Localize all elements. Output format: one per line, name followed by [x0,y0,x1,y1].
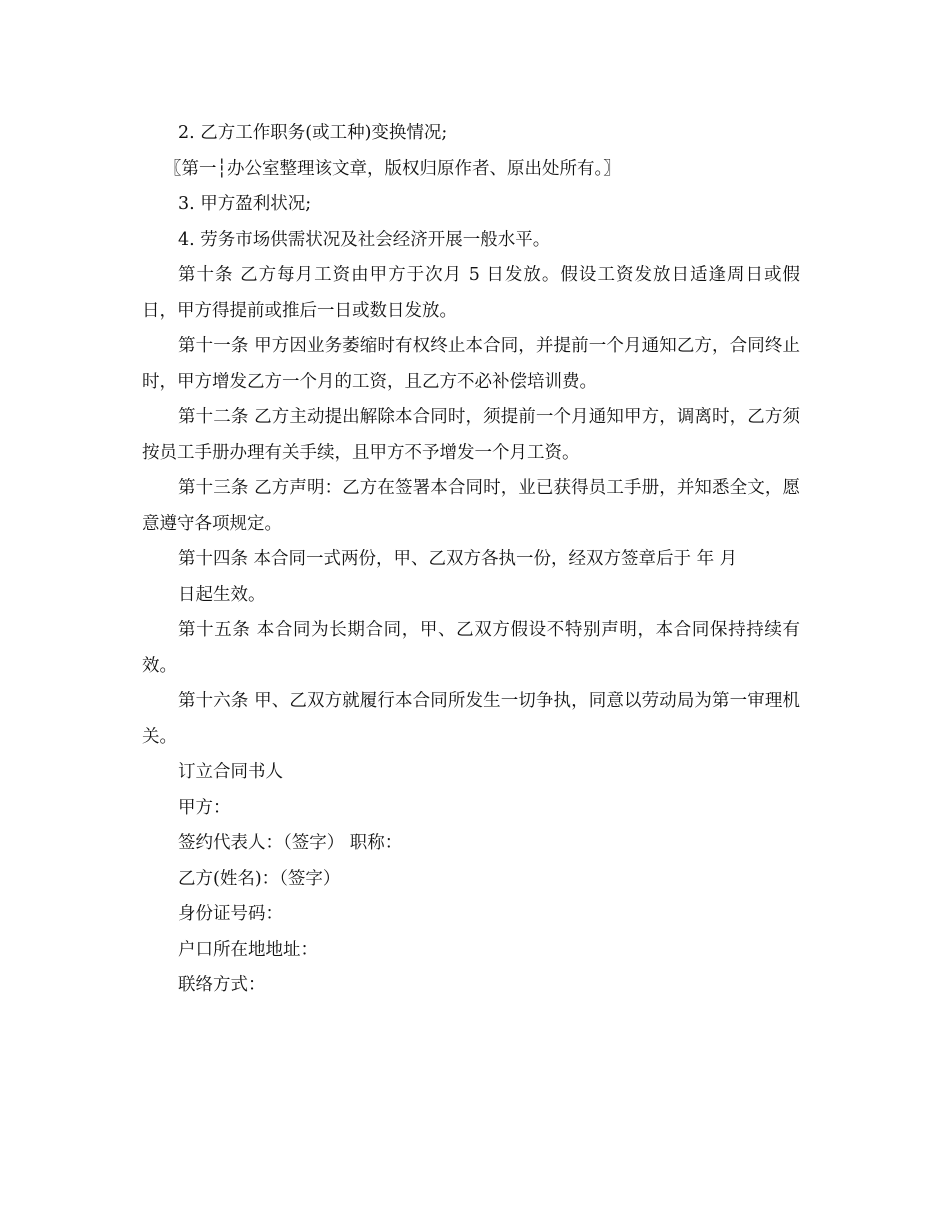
article-15: 第十五条 本合同为长期合同，甲、乙双方假设不特别声明，本合同保持持续有效。 [142,620,800,676]
party-b-name-line: 乙方(姓名)：（签字） [178,868,341,889]
source-note: 〖第一┆办公室整理该文章，版权归原作者、原出处所有。〗 [164,158,621,179]
paragraph-item-3: 3. 甲方盈利状况; [178,194,312,214]
document-body [142,116,800,1004]
id-number-line: 身份证号码： [178,904,283,924]
article-16: 第十六条 甲、乙双方就履行本合同所发生一切争执，同意以劳动局为第一审理机关。 [142,691,800,747]
paragraph-item-2: 2. 乙方工作职务(或工种)变换情况; [178,123,448,143]
article-13: 第十三条 乙方声明：乙方在签署本合同时，业已获得员工手册，并知悉全文，愿意遵守各项规定。 [142,478,800,534]
article-11: 第十一条 甲方因业务萎缩时有权终止本合同，并提前一个月通知乙方，合同终止时，甲方增发乙方一个月的工资，且乙方不必补偿培训费。 [142,336,800,392]
party-a-line: 甲方： [178,797,231,818]
article-14-continued: 日起生效。 [178,584,266,605]
contact-line: 联络方式： [178,975,266,995]
article-12: 第十二条 乙方主动提出解除本合同时，须提前一个月通知甲方，调离时，乙方须按员工手册办理有关手续，且甲方不予增发一个月工资。 [142,407,800,463]
article-10: 第十条 乙方每月工资由甲方于次月 5 日发放。假设工资发放日适逢周日或假日，甲方得提前或推后一日或数日发放。 [142,265,800,321]
representative-line: 签约代表人：（签字） 职称： [178,833,403,853]
paragraph-item-4: 4. 劳务市场供需状况及社会经济开展一般水平。 [178,229,551,250]
household-address-line: 户口所在地地址： [178,939,318,960]
signatory-heading: 订立合同书人 [178,762,283,782]
article-14: 第十四条 本合同一式两份，甲、乙双方各执一份，经双方签章后于 年 月 [178,549,738,569]
